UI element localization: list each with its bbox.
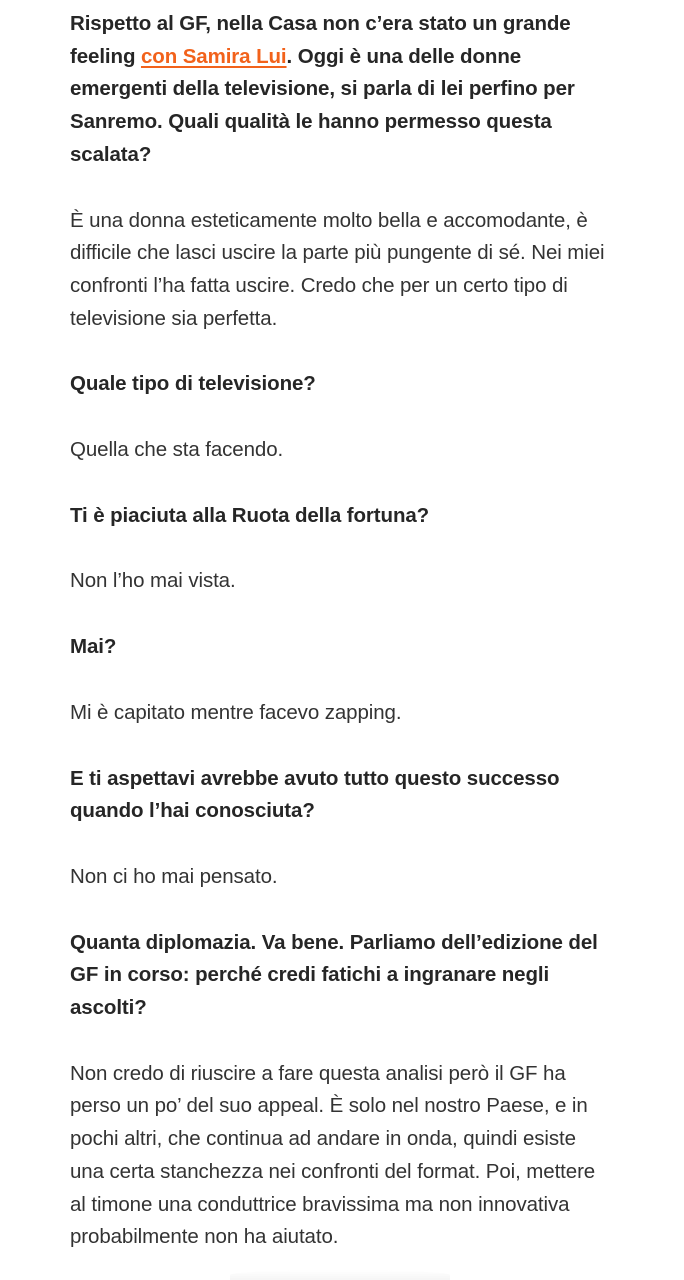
interview-question-3: Ti è piaciuta alla Ruota della fortuna? [70,503,430,527]
paragraph-spacer [70,894,612,927]
paragraph-spacer [70,172,612,205]
paragraph-spacer [70,598,612,631]
interview-answer-5: Non ci ho mai pensato. [70,864,278,888]
interview-question-1 [70,8,612,172]
interview-answer-1: È una donna esteticamente molto bella e accomodante, è difficile che lasci uscire la parte più pungente di sé. Nei miei confronti l’ha fatta uscire. Credo che per un certo tipo di televisione sia perfetta. [70,208,605,330]
paragraph-spacer [70,1025,612,1058]
paragraph-spacer [70,467,612,500]
paragraph-spacer [70,532,612,565]
bottom-fade-overlay [230,1270,450,1280]
interview-answer-6: Non credo di riuscire a fare questa analisi però il GF ha perso un po’ del suo appeal. È solo nel nostro Paese, e in pochi altri, che continua ad andare in onda, quindi esiste una certa stanchezza nei confronti del format. Poi, mettere al timone una conduttrice bravissima ma non innovativa probabilmente non ha aiutato. [70,1061,596,1249]
paragraph-spacer [70,664,612,697]
interview-question-6: Quanta diplomazia. Va bene. Parliamo dell’edizione del GF in corso: perché credi fatichi a ingranare negli ascolti? [70,930,598,1020]
question-text-before-link: Rispetto al GF, nella Casa non c’era stato un grande feeling [70,12,571,68]
interview-question-5: E ti aspettavi avrebbe avuto tutto questo successo quando l’hai conosciuta? [70,766,560,823]
samira-lui-link[interactable]: con Samira Lui [140,44,287,68]
paragraph-spacer [70,335,612,368]
question-text-after-link: . Oggi è una delle donne emergenti della televisione, si parla di lei perfino per Sanremo. Quali qualità le hanno permesso questa scalata? [70,44,575,166]
interview-question-2: Quale tipo di televisione? [70,372,316,396]
interview-answer-3: Non l’ho mai vista. [70,569,236,593]
paragraph-spacer [70,730,612,763]
interview-answer-2: Quella che sta facendo. [70,438,284,462]
paragraph-spacer [70,401,612,434]
interview-question-4: Mai? [70,635,117,659]
interview-answer-4: Mi è capitato mentre facevo zapping. [70,700,402,724]
paragraph-spacer [70,828,612,861]
